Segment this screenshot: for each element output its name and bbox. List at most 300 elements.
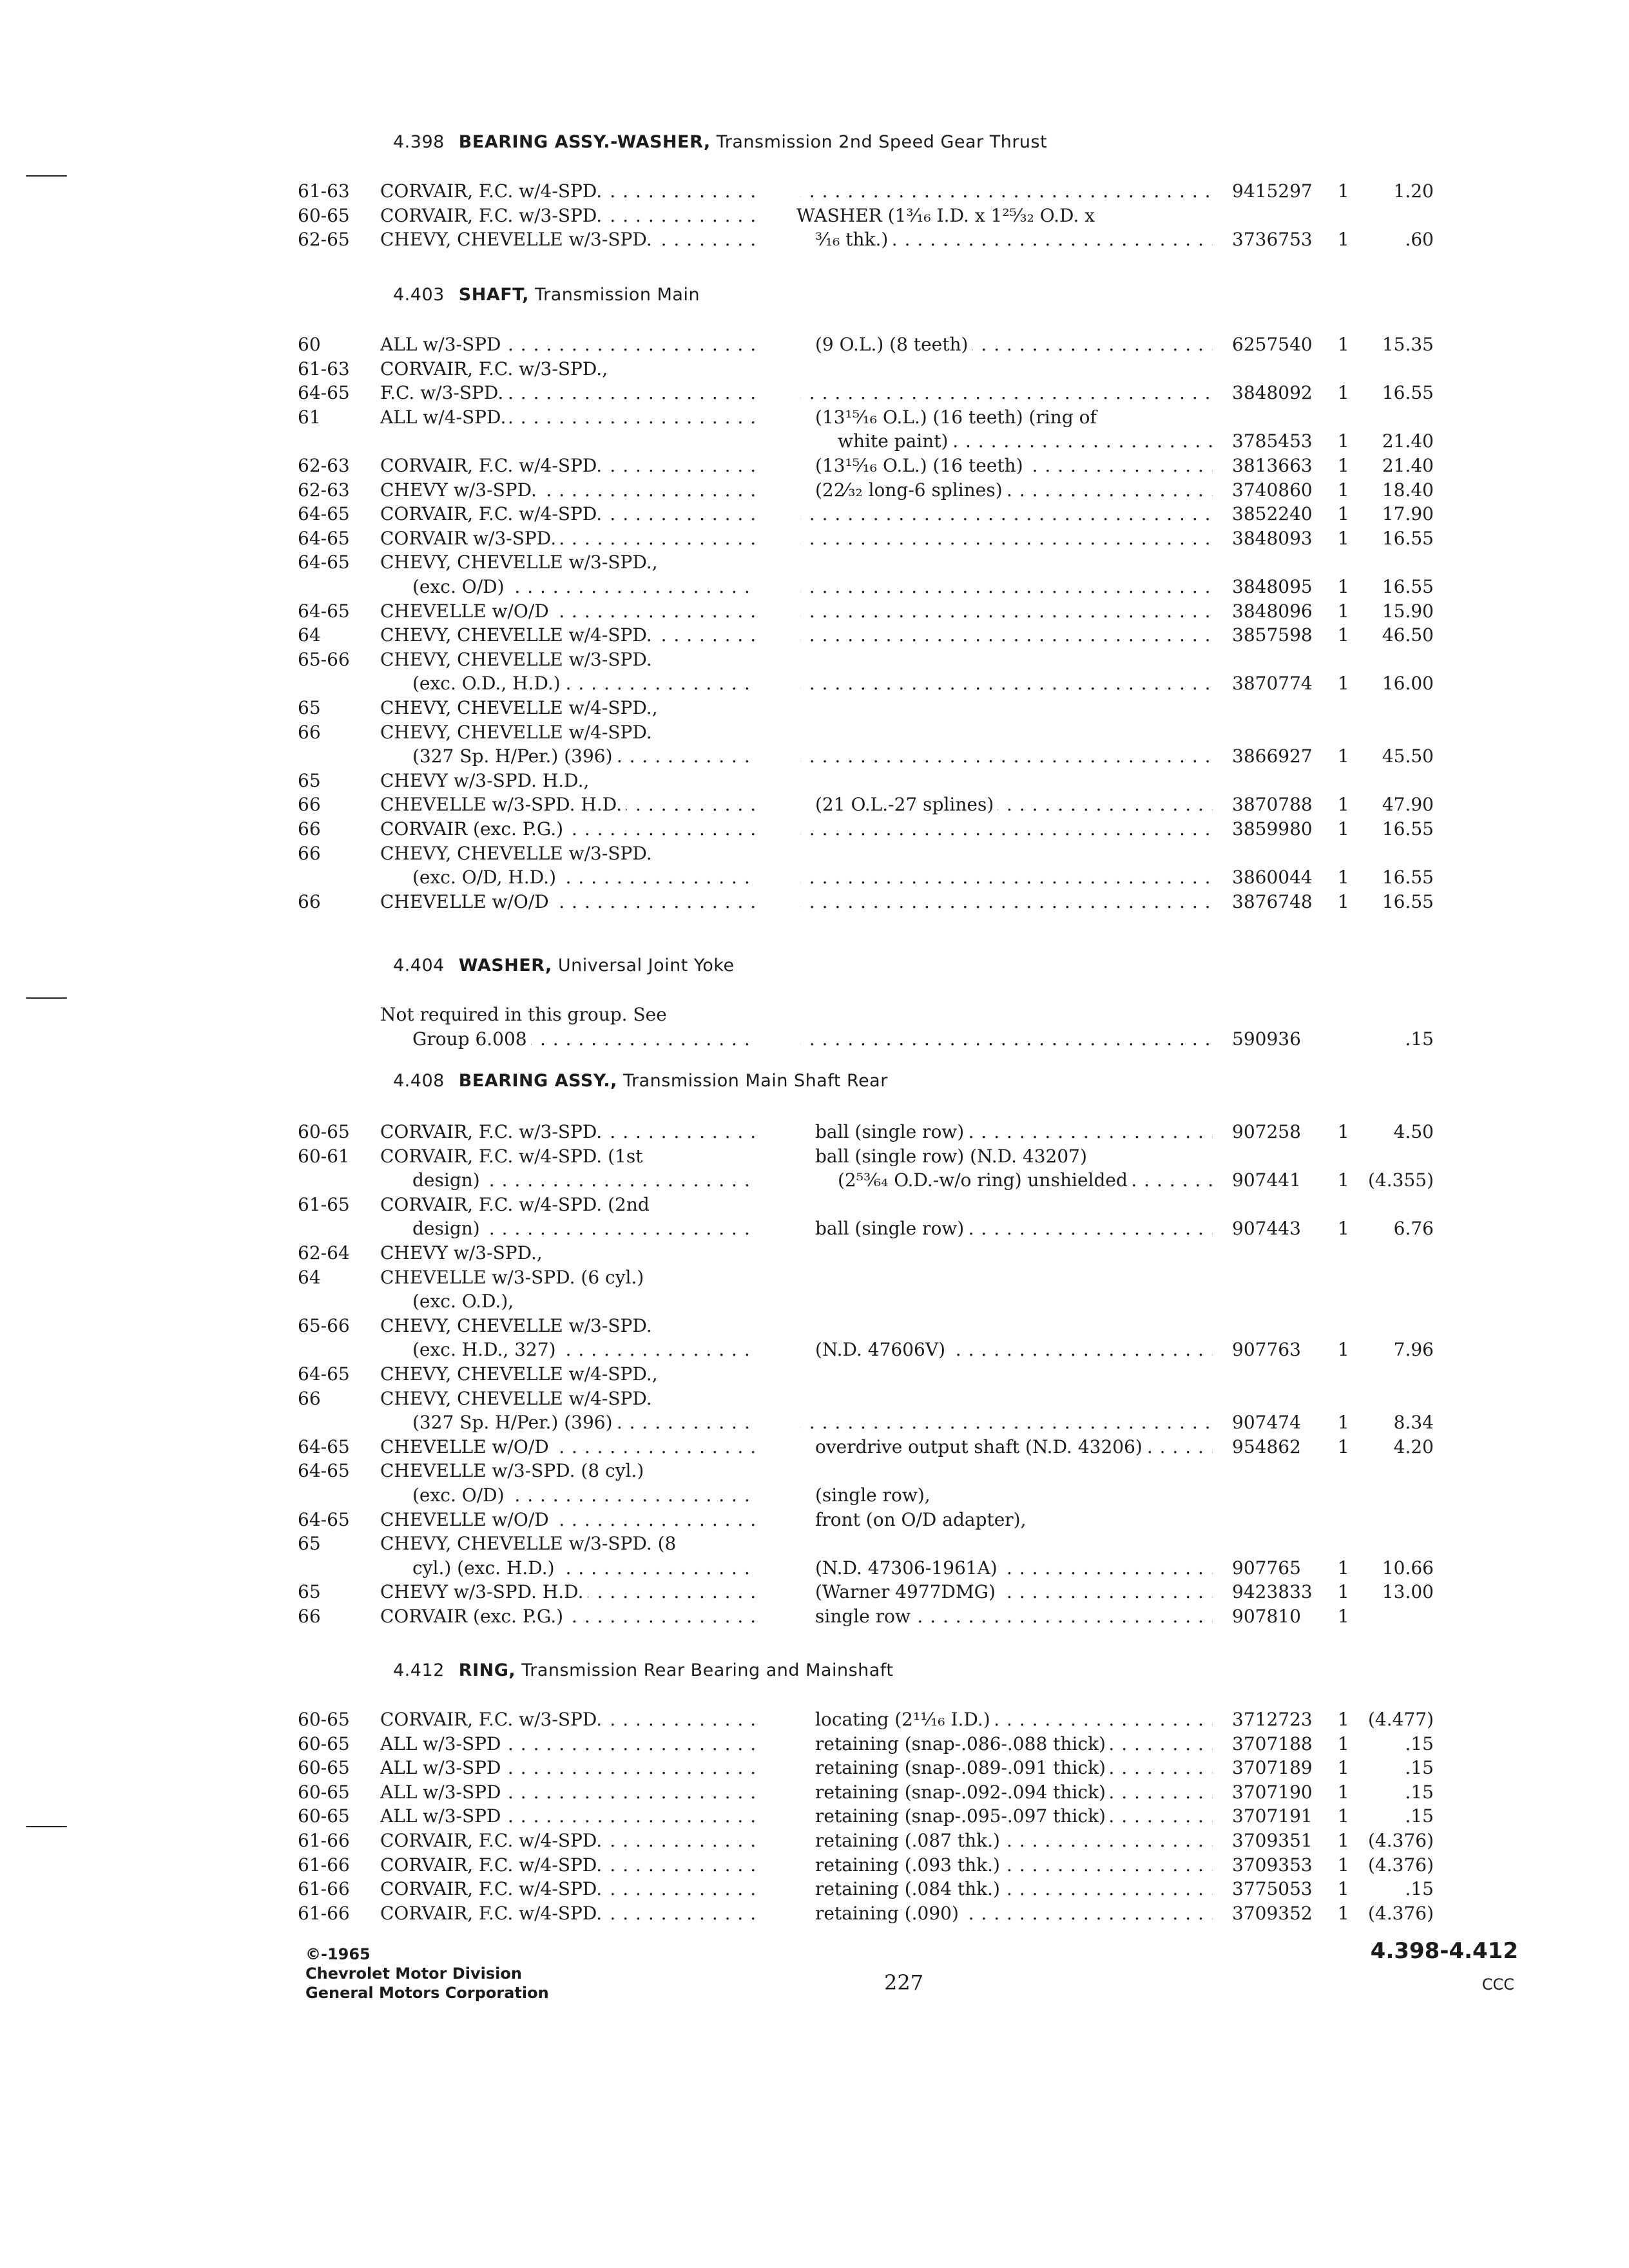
model-years: 64-65 <box>298 1436 350 1457</box>
quantity: 1 <box>1338 1436 1349 1457</box>
part-number: 3848095 <box>1232 576 1313 597</box>
application <box>380 770 757 791</box>
application-text: ALL w/3-SPD <box>380 1733 505 1754</box>
quantity: 1 <box>1338 229 1349 251</box>
application-text: (exc. H.D., 327) <box>412 1339 560 1360</box>
description-text: front (on O/D adapter), <box>815 1508 1027 1530</box>
application <box>380 649 757 670</box>
application <box>380 722 757 743</box>
price: .60 <box>1405 229 1434 251</box>
quantity: 1 <box>1338 1169 1349 1191</box>
copyright: ©-1965 <box>305 1945 371 1963</box>
catalog-row <box>0 1606 1629 1630</box>
application <box>380 503 757 528</box>
catalog-row <box>0 455 1629 479</box>
price: .15 <box>1405 1757 1434 1779</box>
description-text <box>796 1028 800 1050</box>
price: 16.55 <box>1382 382 1434 404</box>
catalog-row <box>0 1533 1629 1557</box>
model-years: 65 <box>298 769 321 791</box>
price: 46.50 <box>1382 624 1434 646</box>
quantity: 1 <box>1338 1757 1349 1779</box>
description-text: (9 O.L.) (8 teeth) <box>815 334 972 355</box>
part-number: 907443 <box>1232 1218 1301 1240</box>
description <box>815 1878 1213 1903</box>
quantity: 1 <box>1338 180 1349 202</box>
model-years: 60-65 <box>298 1805 350 1827</box>
part-number: 3707188 <box>1232 1733 1313 1754</box>
application-text: CORVAIR, F.C. w/3-SPD. <box>380 1121 606 1142</box>
part-number: 3712723 <box>1232 1709 1313 1730</box>
price: (4.477) <box>1367 1709 1434 1730</box>
quantity: 1 <box>1338 1709 1349 1730</box>
model-years: 66 <box>298 890 321 912</box>
quantity: 1 <box>1338 794 1349 816</box>
section-number: 4.398 <box>393 132 445 152</box>
quantity: 1 <box>1338 430 1349 452</box>
description-text: ball (single row) <box>815 1218 968 1239</box>
application-text: CHEVY w/3-SPD. <box>380 479 541 501</box>
description <box>796 503 1213 528</box>
application-text: CHEVY, CHEVELLE w/3-SPD. <box>380 842 652 864</box>
section-title: Universal Joint Yoke <box>557 956 735 975</box>
footer-left <box>305 1945 549 2003</box>
model-years: 64-65 <box>298 552 350 573</box>
description <box>815 1709 1213 1733</box>
section-keyword: WASHER, <box>458 956 552 975</box>
price: (4.355) <box>1367 1169 1434 1191</box>
catalog-row <box>0 1509 1629 1533</box>
catalog-row <box>0 1218 1629 1242</box>
part-number: 3848096 <box>1232 600 1313 622</box>
application-text: CHEVY, CHEVELLE w/4-SPD., <box>380 1363 658 1385</box>
application-text: CHEVY w/3-SPD. H.D., <box>380 769 590 791</box>
application-text: Group 6.008 <box>412 1028 531 1050</box>
part-number: 3860044 <box>1232 867 1313 889</box>
description-text <box>796 891 800 912</box>
price: 4.50 <box>1393 1121 1434 1142</box>
catalog-row <box>0 1242 1629 1267</box>
part-number: 9415297 <box>1232 180 1313 202</box>
application <box>380 1805 757 1830</box>
price: 15.35 <box>1382 334 1434 355</box>
description <box>796 745 1213 770</box>
description <box>815 1509 1213 1530</box>
catalog-row <box>0 745 1629 770</box>
model-years: 61-66 <box>298 1854 350 1876</box>
model-years: 61-65 <box>298 1193 350 1215</box>
application <box>380 1267 757 1288</box>
model-years: 62-65 <box>298 229 350 251</box>
application-text: ALL w/3-SPD <box>380 334 505 355</box>
margin-mark <box>26 997 67 999</box>
description-text: retaining (.084 thk.) <box>815 1878 1004 1899</box>
application <box>412 1557 757 1582</box>
model-years: 60-65 <box>298 1733 350 1754</box>
description-text <box>796 673 800 694</box>
description-text <box>796 528 800 549</box>
application-text: CHEVY, CHEVELLE w/3-SPD. <box>380 229 656 250</box>
part-number: 3740860 <box>1232 479 1313 501</box>
model-years: 62-63 <box>298 479 350 501</box>
quantity: 1 <box>1338 624 1349 646</box>
price: 16.55 <box>1382 576 1434 597</box>
description-text: ball (single row) (N.D. 43207) <box>815 1145 1087 1167</box>
model-years: 64-65 <box>298 503 350 525</box>
application-text: CHEVELLE w/3-SPD. (8 cyl.) <box>380 1460 644 1482</box>
application-text: CHEVELLE w/O/D <box>380 1509 553 1530</box>
application-text: (exc. O/D) <box>412 1485 508 1506</box>
quantity: 1 <box>1338 527 1349 549</box>
part-number: 907763 <box>1232 1339 1301 1361</box>
section-heading <box>393 285 700 305</box>
quantity: 1 <box>1338 1854 1349 1876</box>
model-years: 66 <box>298 1387 321 1409</box>
catalog-row <box>0 1733 1629 1758</box>
catalog-row <box>0 843 1629 867</box>
application-text: (exc. O/D, H.D.) <box>412 867 560 888</box>
description-text: (2⁵³⁄₆₄ O.D.-w/o ring) unshielded <box>838 1169 1132 1191</box>
price: .15 <box>1405 1028 1434 1050</box>
quantity: 1 <box>1338 455 1349 476</box>
catalog-row <box>0 891 1629 916</box>
application <box>380 1436 757 1461</box>
application <box>412 1339 757 1363</box>
application-text: CHEVY, CHEVELLE w/3-SPD. (8 <box>380 1533 677 1555</box>
application-text: CORVAIR, F.C. w/4-SPD. <box>380 1903 606 1924</box>
application <box>412 1291 757 1312</box>
application-text: CORVAIR (exc. P.G.) <box>380 1606 567 1627</box>
description <box>815 1830 1213 1854</box>
application <box>380 1581 757 1606</box>
model-years: 61-66 <box>298 1830 350 1851</box>
catalog-row <box>0 1557 1629 1582</box>
description-text <box>796 503 800 524</box>
model-years: 62-63 <box>298 455 350 476</box>
catalog-row <box>0 334 1629 358</box>
catalog-row <box>0 180 1629 205</box>
quantity: 1 <box>1338 600 1349 622</box>
application <box>380 1903 757 1927</box>
application-text: ALL w/4-SPD. <box>380 407 510 428</box>
application-text: CHEVY, CHEVELLE w/3-SPD., <box>380 552 658 573</box>
catalog-row <box>0 1436 1629 1461</box>
catalog-row <box>0 1388 1629 1412</box>
catalog-row <box>0 1581 1629 1606</box>
part-number: 907810 <box>1232 1606 1301 1627</box>
application <box>380 180 757 205</box>
price: 16.55 <box>1382 867 1434 889</box>
section-heading <box>393 956 735 975</box>
part-number: 3709351 <box>1232 1830 1313 1851</box>
application-text: CHEVY w/3-SPD., <box>380 1242 543 1264</box>
application-text: (exc. O.D., H.D.) <box>412 673 564 694</box>
application <box>380 528 757 552</box>
part-number: 907474 <box>1232 1412 1301 1434</box>
application-text: design) <box>412 1218 484 1239</box>
application <box>380 1606 757 1630</box>
application <box>380 205 757 229</box>
application-text: CHEVY, CHEVELLE w/4-SPD., <box>380 697 658 718</box>
quantity: 1 <box>1338 1121 1349 1142</box>
model-years: 60-65 <box>298 1757 350 1779</box>
description-text <box>796 576 800 597</box>
description-text <box>796 867 800 888</box>
description <box>815 1782 1213 1806</box>
quantity: 1 <box>1338 382 1349 404</box>
description <box>815 229 1213 253</box>
application-text: CHEVY w/3-SPD. H.D. <box>380 1581 588 1602</box>
application-text: CORVAIR (exc. P.G.) <box>380 818 567 840</box>
description <box>815 1557 1213 1582</box>
application-text: CHEVELLE w/3-SPD. H.D. <box>380 794 626 815</box>
description-text: (13¹⁵⁄₁₆ O.L.) (16 teeth) <box>815 455 1027 476</box>
description-text <box>796 180 800 202</box>
part-number: 590936 <box>1232 1028 1301 1050</box>
application <box>380 1533 757 1554</box>
description <box>815 1436 1213 1461</box>
catalog-row <box>0 382 1629 407</box>
application-text: CHEVELLE w/3-SPD. (6 cyl.) <box>380 1266 644 1288</box>
description-text: retaining (snap-.092-.094 thick) <box>815 1782 1110 1803</box>
application-text: ALL w/3-SPD <box>380 1757 505 1778</box>
application <box>380 1363 757 1385</box>
section-title: Transmission Main <box>535 285 700 305</box>
section-heading <box>393 132 1047 152</box>
model-years: 65 <box>298 697 321 718</box>
part-number: 3785453 <box>1232 430 1313 452</box>
quantity: 1 <box>1338 503 1349 525</box>
part-number: 3707191 <box>1232 1805 1313 1827</box>
description-text: retaining (.090) <box>815 1903 963 1924</box>
catalog-row <box>0 867 1629 891</box>
application-text: ALL w/3-SPD <box>380 1805 505 1827</box>
catalog-row <box>0 1805 1629 1830</box>
catalog-row <box>0 1854 1629 1879</box>
application-text: CORVAIR, F.C. w/4-SPD. <box>380 1878 606 1899</box>
model-years: 66 <box>298 794 321 816</box>
part-number: 3707190 <box>1232 1781 1313 1803</box>
model-years: 65 <box>298 1533 321 1555</box>
description-text: retaining (snap-.086-.088 thick) <box>815 1733 1110 1754</box>
part-number: 3775053 <box>1232 1878 1313 1900</box>
model-years: 66 <box>298 818 321 840</box>
description-text <box>796 382 800 403</box>
model-years: 61 <box>298 406 321 428</box>
catalog-row <box>0 1194 1629 1218</box>
description-text <box>796 818 800 840</box>
application-text: CORVAIR, F.C. w/3-SPD. <box>380 1709 606 1730</box>
description <box>838 1169 1213 1194</box>
quantity: 1 <box>1338 1781 1349 1803</box>
price: 21.40 <box>1382 430 1434 452</box>
catalog-code: CCC <box>1481 1975 1514 1994</box>
application <box>380 358 757 380</box>
part-number: 907441 <box>1232 1169 1301 1191</box>
description <box>815 1146 1213 1167</box>
part-number: 3870788 <box>1232 794 1313 816</box>
model-years: 65-66 <box>298 1314 350 1336</box>
company-division: Chevrolet Motor Division <box>305 1965 522 1983</box>
catalog-row <box>0 1169 1629 1194</box>
catalog-row <box>0 1339 1629 1363</box>
price: 8.34 <box>1393 1412 1434 1434</box>
application <box>380 624 757 649</box>
model-years: 61-63 <box>298 358 350 380</box>
application <box>380 382 757 407</box>
application-text: CORVAIR, F.C. w/4-SPD. <box>380 503 606 524</box>
application <box>380 601 757 625</box>
description <box>815 479 1213 504</box>
price: 45.50 <box>1382 745 1434 767</box>
catalog-row <box>0 673 1629 697</box>
catalog-row <box>0 601 1629 625</box>
price: (4.376) <box>1367 1830 1434 1851</box>
application-text: ALL w/3-SPD <box>380 1782 505 1803</box>
quantity: 1 <box>1338 1581 1349 1603</box>
application <box>380 1388 757 1409</box>
section-title: Transmission 2nd Speed Gear Thrust <box>716 132 1048 152</box>
catalog-row <box>0 1291 1629 1315</box>
application <box>380 479 757 504</box>
quantity: 1 <box>1338 1412 1349 1434</box>
description-text <box>796 745 800 767</box>
description-text: white paint) <box>838 430 952 452</box>
description-text: retaining (snap-.095-.097 thick) <box>815 1805 1110 1827</box>
description <box>815 1339 1213 1363</box>
part-number: 3859980 <box>1232 818 1313 840</box>
application <box>412 1169 757 1194</box>
margin-mark <box>26 175 67 177</box>
description <box>838 430 1213 455</box>
description <box>796 382 1213 407</box>
catalog-row <box>0 503 1629 528</box>
part-number: 3848093 <box>1232 527 1313 549</box>
quantity: 1 <box>1338 1218 1349 1240</box>
description <box>796 867 1213 891</box>
price: 16.55 <box>1382 890 1434 912</box>
application <box>380 843 757 864</box>
description <box>815 1218 1213 1242</box>
application <box>380 229 757 253</box>
price: 18.40 <box>1382 479 1434 501</box>
model-years: 61-66 <box>298 1878 350 1900</box>
quantity: 1 <box>1338 334 1349 355</box>
price: 47.90 <box>1382 794 1434 816</box>
quantity: 1 <box>1338 673 1349 695</box>
catalog-row <box>0 1830 1629 1854</box>
application <box>380 1315 757 1336</box>
application <box>380 1004 757 1025</box>
quantity: 1 <box>1338 1557 1349 1579</box>
application-text: CHEVY, CHEVELLE w/4-SPD. <box>380 624 656 646</box>
description-text: retaining (.087 thk.) <box>815 1830 1004 1851</box>
part-number: 3852240 <box>1232 503 1313 525</box>
application <box>380 1460 757 1481</box>
price: 16.00 <box>1382 673 1434 695</box>
part-number: 3857598 <box>1232 624 1313 646</box>
model-years: 66 <box>298 842 321 864</box>
model-years: 66 <box>298 721 321 743</box>
model-years: 64 <box>298 1266 321 1288</box>
description-text: locating (2¹¹⁄₁₆ I.D.) <box>815 1709 994 1730</box>
description <box>815 1903 1213 1927</box>
catalog-row <box>0 1903 1629 1927</box>
catalog-row <box>0 624 1629 649</box>
description-text: WASHER (1³⁄₁₆ I.D. x 1²⁵⁄₃₂ O.D. x <box>796 204 1095 226</box>
part-number: 3707189 <box>1232 1757 1313 1779</box>
application <box>412 1028 757 1053</box>
application-text: F.C. w/3-SPD. <box>380 382 507 403</box>
application <box>380 455 757 479</box>
description-text: (single row), <box>815 1485 930 1506</box>
description-text: single row <box>815 1606 914 1627</box>
description-text: ball (single row) <box>815 1121 968 1142</box>
model-years: 60-65 <box>298 1709 350 1730</box>
description-text <box>796 624 800 646</box>
catalog-row <box>0 818 1629 843</box>
model-years: 62-64 <box>298 1242 350 1264</box>
section-keyword: RING, <box>458 1660 516 1680</box>
quantity: 1 <box>1338 890 1349 912</box>
description-text: (22⁄₃₂ long-6 splines) <box>815 479 1007 501</box>
description <box>815 1121 1213 1146</box>
application <box>380 1242 757 1264</box>
model-years: 61-66 <box>298 1902 350 1924</box>
quantity: 1 <box>1338 818 1349 840</box>
part-number: 3870774 <box>1232 673 1313 695</box>
part-number: 3866927 <box>1232 745 1313 767</box>
section-range: 4.398-4.412 <box>1370 1938 1518 1964</box>
catalog-row <box>0 1267 1629 1291</box>
description-text: (13¹⁵⁄₁₆ O.L.) (16 teeth) (ring of <box>815 406 1097 428</box>
catalog-row <box>0 358 1629 383</box>
quantity: 1 <box>1338 1339 1349 1361</box>
description <box>796 576 1213 601</box>
price: .15 <box>1405 1733 1434 1754</box>
section-heading <box>393 1071 888 1091</box>
model-years: 64-65 <box>298 1460 350 1482</box>
catalog-row <box>0 1485 1629 1509</box>
part-number: 907765 <box>1232 1557 1301 1579</box>
model-years: 65 <box>298 1581 321 1603</box>
application-text: CORVAIR, F.C. w/4-SPD. <box>380 1854 606 1876</box>
application-text: CORVAIR, F.C. w/4-SPD. <box>380 180 606 202</box>
catalog-row <box>0 1146 1629 1170</box>
application-text: CHEVELLE w/O/D <box>380 601 553 622</box>
section-keyword: BEARING ASSY., <box>458 1071 617 1091</box>
application <box>412 673 757 697</box>
catalog-row <box>0 794 1629 818</box>
catalog-row <box>0 1460 1629 1485</box>
application <box>380 697 757 718</box>
part-number: 3736753 <box>1232 229 1313 251</box>
application-text: CORVAIR, F.C. w/4-SPD. (1st <box>380 1145 643 1167</box>
price: 6.76 <box>1393 1218 1434 1240</box>
part-number: 954862 <box>1232 1436 1301 1457</box>
price: (4.376) <box>1367 1902 1434 1924</box>
catalog-row <box>0 576 1629 601</box>
application <box>380 1709 757 1733</box>
description-text <box>796 601 800 622</box>
application-text: (327 Sp. H/Per.) (396) <box>412 745 617 767</box>
application <box>412 576 757 601</box>
description <box>815 1485 1213 1506</box>
description <box>796 1028 1213 1053</box>
application <box>380 818 757 843</box>
application-text: CORVAIR, F.C. w/4-SPD. <box>380 1830 606 1851</box>
application-text: design) <box>412 1169 484 1191</box>
